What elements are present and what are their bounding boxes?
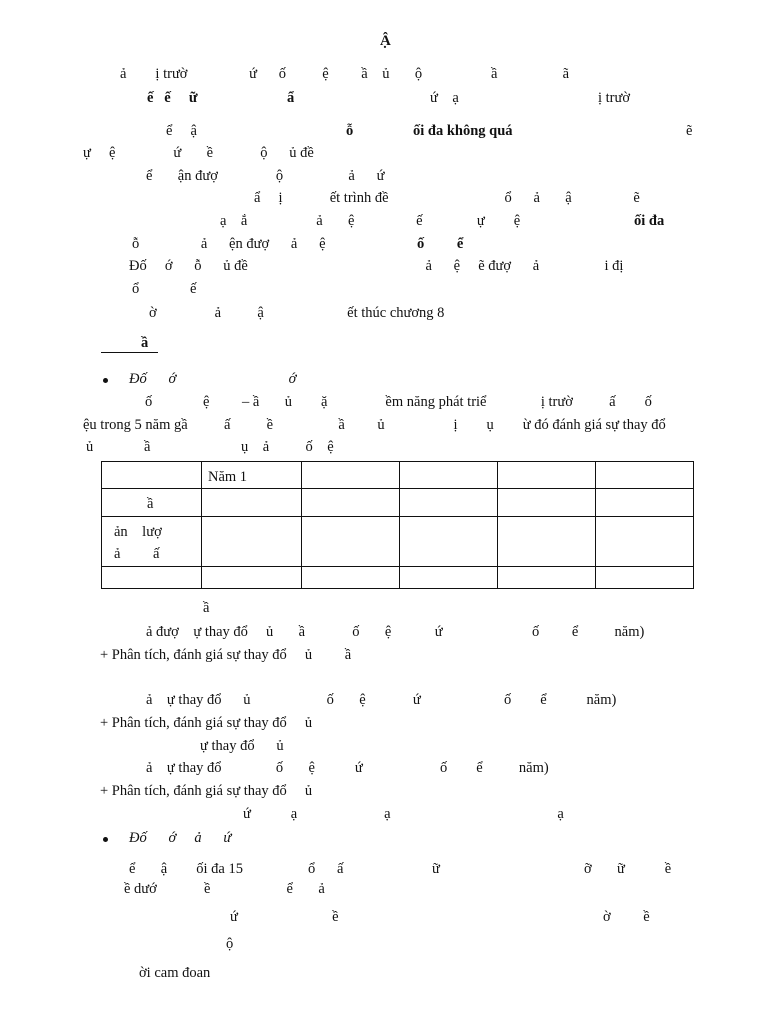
rules-line-6b: ố ể (417, 236, 464, 252)
table-cell (302, 516, 400, 566)
analysis-line-1b: ố ể năm) (532, 624, 645, 640)
bullet-dot-2 (103, 837, 108, 842)
table-cell (400, 566, 498, 588)
bullet-2-line-5: ời cam đoan (139, 965, 211, 981)
analysis-line-2: + Phân tích, đánh giá sự thay đổ ủ ầ (100, 647, 352, 663)
table-cell: Năm 1 (202, 462, 302, 489)
table-cell (302, 489, 400, 516)
rules-line-1d: ẽ (686, 123, 693, 139)
analysis-line-3b: ố ể năm) (504, 692, 617, 708)
bullet-2-title: Đố ớ ả ứ (129, 830, 232, 846)
bullet-1-title: Đố ớ ớ (129, 371, 297, 387)
bullet-2-line-3b: ờ ề (603, 909, 650, 925)
bullet-1-line-3: ủ ầ ụ ả ố ệ (86, 439, 334, 455)
section-heading: ầ (141, 335, 149, 351)
table-cell (102, 462, 202, 489)
analysis-line-3a: ả ự thay đổ ủ ố ệ ứ (146, 692, 421, 708)
rules-line-8: ổ ế (132, 281, 197, 297)
page-title: Ậ (380, 33, 391, 49)
bullet-2-line-1c: ữ (432, 861, 440, 877)
table-cell (102, 566, 202, 588)
intro-line-1: ả ị trườ ứ ố ệ ầ ủ ộ ầ ã (120, 66, 570, 82)
table-cell (596, 516, 694, 566)
analysis-line-7: + Phân tích, đánh giá sự thay đổ ủ (100, 783, 313, 799)
bullet-2-line-2: ề dướ ề ể ả (124, 881, 325, 897)
table-cell (400, 516, 498, 566)
table-cell: ản lượ ả ấ (102, 516, 202, 566)
intro-line-2c: ứ ạ (430, 90, 459, 106)
analysis-line-6a: ả ự thay đổ ố ệ ứ (146, 760, 363, 776)
analysis-line-4: + Phân tích, đánh giá sự thay đổ ủ (100, 715, 313, 731)
table-cell (498, 516, 596, 566)
table-cell (498, 462, 596, 489)
rules-line-1a: ể ậ (166, 123, 197, 139)
bullet-2-line-1d: ỡ ữ ề (584, 861, 672, 877)
rules-line-1b: ỗ (346, 123, 354, 139)
rules-line-3: ể ận đượ ộ ả ứ (146, 168, 385, 184)
table-cell (596, 462, 694, 489)
rules-line-2: ự ệ ứ ề ộ ủ đề (83, 145, 314, 161)
table-row (102, 566, 694, 588)
rules-line-7: Đố ớ ỗ ủ đề ả ệ ẽ đượ ả i đị (129, 258, 624, 274)
table-cell: ầ (102, 489, 202, 516)
bullet-2-line-4: ộ (226, 936, 234, 952)
bullet-1-line-2: ệu trong 5 năm gầ ấ ề ầ ủ ị ụ ừ đó đánh giá sự thay đổ (83, 417, 666, 433)
bullet-2-line-1a: ể ậ ối đa 15 (129, 861, 243, 877)
rules-line-1c: ối đa không quá (413, 123, 513, 139)
intro-line-2d: ị trườ (598, 90, 631, 106)
section-heading-underline (101, 352, 158, 353)
rules-line-5a: ạ ắ ả ệ ế ự ệ (220, 213, 521, 229)
analysis-line-1a: ả đượ ự thay đổ ủ ầ ố ệ ứ (146, 624, 443, 640)
bullet-2-line-3a: ứ ề (230, 909, 339, 925)
rules-line-9: ờ ả ậ ết thúc chương 8 (149, 305, 445, 321)
rules-line-4: ẩ ị ết trình đề ổ ả ậ ẽ (254, 190, 640, 206)
table-cell (596, 489, 694, 516)
intro-line-2b: ẩ (287, 90, 295, 106)
table-cell (498, 566, 596, 588)
table-cell (596, 566, 694, 588)
table-row (102, 489, 694, 516)
table-cell (202, 516, 302, 566)
analysis-line-5: ự thay đổ ủ (200, 738, 284, 754)
table-cell (302, 566, 400, 588)
table-cell (400, 489, 498, 516)
rules-line-5b: ối đa (634, 213, 665, 229)
analysis-line-6b: ố ể năm) (440, 760, 549, 776)
table-cell (400, 462, 498, 489)
rules-line-6a: ỗ ả ện đượ ả ệ (132, 236, 326, 252)
table-cell (498, 489, 596, 516)
data-table (101, 461, 694, 589)
bullet-2-line-1b: ổ ấ (308, 861, 344, 877)
analysis-heading: ầ (203, 600, 210, 616)
table-header-row (102, 462, 694, 489)
table-row (102, 516, 694, 566)
intro-line-2a: ế ế ữ (147, 90, 198, 106)
table-cell (202, 566, 302, 588)
bullet-dot-1 (103, 378, 108, 383)
analysis-line-8: ứ ạ ạ ạ (243, 806, 564, 822)
table-cell (202, 489, 302, 516)
bullet-1-line-1: ố ệ – ầ ủ ặ ềm năng phát triể ị trườ ấ ố (145, 394, 652, 410)
table-cell (302, 462, 400, 489)
